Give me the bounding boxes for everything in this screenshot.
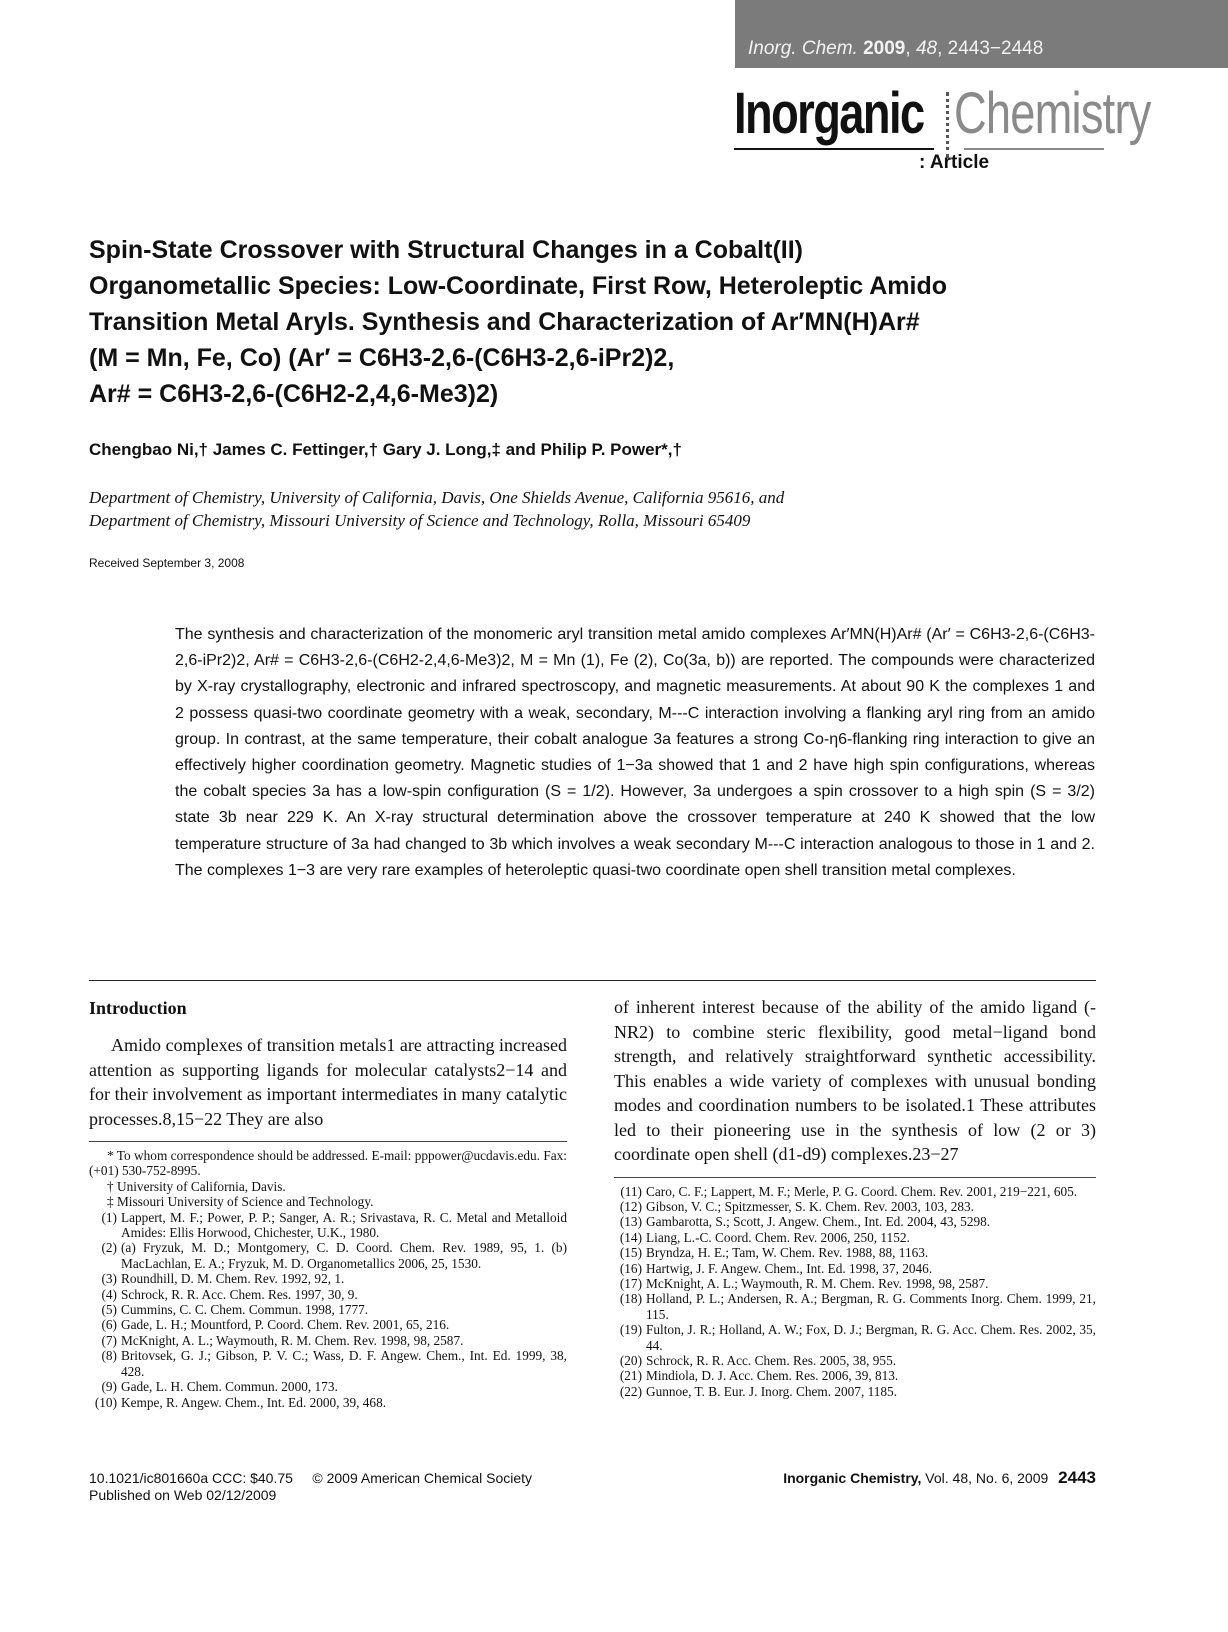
title-line: Spin-State Crossover with Structural Changes in a Cobalt(II): [89, 236, 803, 264]
reference-item: (11) Caro, C. F.; Lappert, M. F.; Merle, P. G. Coord. Chem. Rev. 2001, 219−221, 605.: [620, 1183, 1078, 1199]
reference-item: (5) Cummins, C. C. Chem. Commun. 1998, 1777.: [101, 1302, 369, 1318]
logo-word-chemistry: Chemistry: [954, 81, 1151, 146]
affiliation-line: Department of Chemistry, University of California, Davis, One Shields Avenue, California 95616, and: [89, 488, 785, 507]
journal-logo: [734, 80, 1151, 173]
reference-item: (20) Schrock, R. R. Acc. Chem. Res. 2005, 38, 955.: [619, 1352, 897, 1368]
title-line: Organometallic Species: Low-Coordinate, First Row, Heteroleptic Amido: [89, 272, 947, 300]
logo-underline: [734, 148, 934, 150]
paper-title: [89, 232, 969, 412]
correspondence-note: * To whom correspondence should be addressed. E-mail: pppower@ucdavis.edu. Fax: (+01) 530-752-8995.: [89, 1148, 567, 1179]
reference-item: (4) Schrock, R. R. Acc. Chem. Res. 1997, 30, 9.: [101, 1286, 358, 1302]
reference-item: (15) Bryndza, H. E.; Tam, W. Chem. Rev. 1988, 88, 1163.: [619, 1245, 929, 1261]
reference-item: (12) Gibson, V. C.; Spitzmesser, S. K. Chem. Rev. 2003, 103, 283.: [619, 1198, 974, 1214]
affiliations: [89, 486, 969, 532]
citation-pages: 2443−2448: [947, 38, 1044, 59]
title-line: (M = Mn, Fe, Co) (Ar′ = C6H3-2,6-(C6H3-2,6-iPr2)2,: [89, 344, 675, 372]
footer-journal: Inorganic Chemistry,: [783, 1470, 922, 1486]
footer-issue: Vol. 48, No. 6, 2009: [925, 1470, 1049, 1486]
left-column: [89, 995, 567, 1410]
citation-year: 2009: [863, 38, 906, 59]
title-line: Transition Metal Aryls. Synthesis and Characterization of Ar′MN(H)Ar#: [89, 308, 920, 336]
footnote-rule: [614, 1177, 1096, 1178]
logo-dotted-divider: [946, 92, 952, 158]
affiliation-line: Department of Chemistry, Missouri University of Science and Technology, Rolla, Missouri 65409: [89, 511, 751, 530]
footer-right: [742, 1468, 1096, 1488]
copyright-text: © 2009 American Chemical Society: [312, 1470, 533, 1486]
footnote-rule: [89, 1141, 567, 1142]
author-list: Chengbao Ni,† James C. Fettinger,† Gary J. Long,‡ and Philip P. Power*,†: [89, 440, 682, 459]
reference-item: (14) Liang, L.-C. Coord. Chem. Rev. 2006, 250, 1152.: [619, 1229, 910, 1245]
reference-item: (16) Hartwig, J. F. Angew. Chem., Int. Ed. 1998, 37, 2046.: [619, 1260, 933, 1276]
reference-item: (19) Fulton, J. R.; Holland, A. W.; Fox, D. J.; Bergman, R. G. Acc. Chem. Res. 2002, 35, 44.: [619, 1322, 1096, 1353]
intro-paragraph-left: Amido complexes of transition metals1 are attracting increased attention as supporting ligands for molecular catalysts2−14 and for their involvement as important intermediates in many catalytic processes.8,15−22 They are also: [89, 1035, 567, 1129]
reference-item: (17) McKnight, A. L.; Waymouth, R. M. Chem. Rev. 1998, 98, 2587.: [619, 1275, 989, 1291]
reference-item: (3) Roundhill, D. M. Chem. Rev. 1992, 92, 1.: [101, 1271, 345, 1287]
reference-item: (18) Holland, P. L.; Andersen, R. A.; Bergman, R. G. Comments Inorg. Chem. 1999, 21, 115.: [619, 1291, 1096, 1322]
reference-item: (8) Britovsek, G. J.; Gibson, P. V. C.; Wass, D. F. Angew. Chem., Int. Ed. 1999, 38, 428.: [101, 1348, 567, 1379]
logo-word-inorganic: Inorganic: [734, 81, 924, 146]
footer-left: [89, 1470, 532, 1504]
reference-item: (1) Lappert, M. F.; Power, P. P.; Sanger, A. R.; Srivastava, R. C. Metal and Metalloid Amides: Ellis Horwood, Chichester, U.K., 1980.: [101, 1209, 567, 1241]
published-date: Published on Web 02/12/2009: [89, 1487, 277, 1503]
reference-item: (22) Gunnoe, T. B. Eur. J. Inorg. Chem. 2007, 1185.: [619, 1383, 898, 1399]
article-label: : Article: [919, 152, 990, 173]
reference-item: (7) McKnight, A. L.; Waymouth, R. M. Chem. Rev. 1998, 98, 2587.: [101, 1332, 464, 1348]
reference-item: (10) Kempe, R. Angew. Chem., Int. Ed. 2000, 39, 468.: [94, 1394, 387, 1410]
abstract-divider: [89, 980, 1096, 981]
reference-item: (6) Gade, L. H.; Mountford, P. Coord. Chem. Rev. 2001, 65, 216.: [101, 1317, 450, 1333]
reference-item: (9) Gade, L. H. Chem. Commun. 2000, 173.: [101, 1379, 338, 1395]
reference-list-right: [614, 1184, 1096, 1400]
section-heading-introduction: Introduction: [89, 998, 187, 1018]
intro-paragraph-right: of inherent interest because of the ability of the amido ligand (-NR2) to combine steric flexibility, good metal−ligand bond strength, and relatively straightforward synthetic accessibility. This enables a wide variety of complexes with unusual bonding modes and coordination numbers to be isolated.1 These attributes led to their pioneering use in the synthesis of low (2 or 3) coordinate open shell (d1-d9) complexes.23−27: [614, 997, 1096, 1164]
page-number: 2443: [1058, 1468, 1096, 1487]
logo-underline-grey: [964, 148, 1104, 150]
reference-item: (2) (a) Fryzuk, M. D.; Montgomery, C. D. Coord. Chem. Rev. 1989, 95, 1. (b) MacLachlan, E. A.; Fryzuk, M. D. Organometallics 2006, 25, 1530.: [101, 1240, 567, 1271]
citation-volume: 48: [915, 38, 938, 59]
reference-item: (21) Mindiola, D. J. Acc. Chem. Res. 2006, 39, 813.: [619, 1368, 899, 1384]
doi-text: 10.1021/ic801660a CCC: $40.75: [89, 1470, 293, 1486]
dagger-note: † University of California, Davis.: [107, 1178, 286, 1194]
doi-line: [89, 1470, 532, 1487]
reference-list-left: [89, 1210, 567, 1410]
received-date: Received September 3, 2008: [89, 556, 245, 570]
citation-line: Inorg. Chem. 2009, 48, 2443−2448: [748, 38, 1044, 59]
right-column: [614, 995, 1096, 1399]
title-line: Ar# = C6H3-2,6-(C6H2-2,4,6-Me3)2): [89, 380, 499, 408]
journal-abbrev: Inorg. Chem.: [748, 38, 858, 59]
ddagger-note: ‡ Missouri University of Science and Technology.: [107, 1194, 374, 1210]
abstract: The synthesis and characterization of the monomeric aryl transition metal amido complexes Ar′MN(H)Ar# (Ar′ = C6H3-2,6-(C6H3-2,6-iPr2)2, Ar# = C6H3-2,6-(C6H2-2,4,6-Me3)2, M = Mn (1), Fe (2), Co(3a, b)) are reported. The compounds were characterized by X-ray crystallography, electronic and infrared spectroscopy, and magnetic measurements. At about 90 K the complexes 1 and 2 possess quasi-two coordinate geometry with a weak, secondary, M---C interaction involving a flanking aryl ring from an amido group. In contrast, at the same temperature, their cobalt analogue 3a features a strong Co-η6-flanking ring interaction to give an effectively higher coordination geometry. Magnetic studies of 1−3a showed that 1 and 2 have high spin configurations, whereas the cobalt species 3a has a low-spin configuration (S = 1/2). However, 3a undergoes a spin crossover to a high spin (S = 3/2) state 3b near 229 K. An X-ray structural determination above the crossover temperature at 240 K showed that the low temperature structure of 3a had changed to 3b which involves a weak secondary M---C interaction analogous to those in 1 and 2. The complexes 1−3 are very rare examples of heteroleptic quasi-two coordinate open shell transition metal complexes.: [175, 626, 1095, 879]
reference-item: (13) Gambarotta, S.; Scott, J. Angew. Chem., Int. Ed. 2004, 43, 5298.: [619, 1214, 991, 1230]
